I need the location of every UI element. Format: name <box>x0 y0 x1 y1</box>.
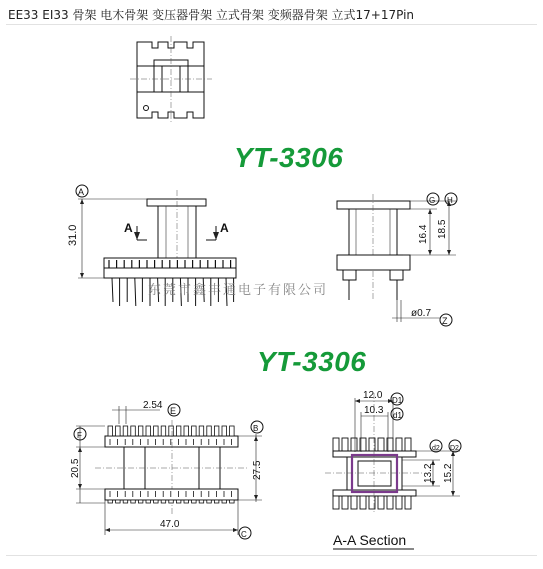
dim-27-5: 27.5 <box>252 460 263 480</box>
dim-12: 12.0 <box>363 390 383 401</box>
section-tooth <box>360 496 366 509</box>
section-tooth <box>351 438 357 451</box>
circle-f: F <box>77 431 82 440</box>
dim-20-5: 20.5 <box>70 458 81 478</box>
model-number-top: YT-3306 <box>234 142 344 173</box>
flange-tooth <box>222 500 227 503</box>
flange-tooth <box>169 500 174 503</box>
circle-d1-upper: D1 <box>392 396 403 405</box>
top-view <box>130 36 212 124</box>
flange-tooth <box>131 500 136 503</box>
dim-15-2: 15.2 <box>443 463 454 483</box>
flange-tooth <box>108 426 113 436</box>
section-tooth <box>387 496 393 509</box>
flange-tooth <box>199 500 204 503</box>
circle-d1-lower: d1 <box>393 411 402 420</box>
flange-tooth <box>222 426 227 436</box>
flange-tooth <box>207 500 212 503</box>
section-tooth <box>333 496 339 509</box>
circle-d2-upper: D2 <box>450 445 459 452</box>
flange-tooth <box>176 426 181 436</box>
section-tooth <box>396 496 402 509</box>
flange-tooth <box>146 426 151 436</box>
flange-tooth <box>154 426 159 436</box>
circle-h: H <box>447 196 453 205</box>
dim-13-2: 13.2 <box>423 463 434 483</box>
page-title: EE33 EI33 骨架 电木骨架 变压器骨架 立式骨架 变频器骨架 立式17+17Pin <box>8 8 415 22</box>
section-tooth <box>378 438 384 451</box>
dim-16-4: 16.4 <box>418 224 429 244</box>
flange-tooth <box>184 500 189 503</box>
section-tooth <box>405 438 411 451</box>
section-tooth <box>333 438 339 451</box>
circle-c: C <box>241 530 247 539</box>
flange-tooth <box>207 426 212 436</box>
section-tooth <box>405 496 411 509</box>
pin <box>135 278 136 306</box>
dim-31: 31.0 <box>67 224 79 246</box>
bottom-view <box>70 400 263 539</box>
circle-z: Z <box>442 316 448 326</box>
watermark-text: 东莞市鑫丰通电子有限公司 <box>148 283 329 298</box>
dim-18-5: 18.5 <box>437 219 448 239</box>
flange-tooth <box>199 426 204 436</box>
flange-tooth <box>184 426 189 436</box>
flange-tooth <box>138 426 143 436</box>
aa-section <box>325 390 461 549</box>
flange-tooth <box>161 500 166 503</box>
section-tooth <box>378 496 384 509</box>
flange-tooth <box>116 500 121 503</box>
pin <box>112 278 113 302</box>
cut-label-a-left: A <box>124 221 133 235</box>
cut-label-a-right: A <box>220 221 229 235</box>
dim-47: 47.0 <box>160 519 180 530</box>
flange-tooth <box>123 500 128 503</box>
section-tooth <box>396 438 402 451</box>
circle-a: A <box>78 187 85 197</box>
circle-e: E <box>170 406 177 416</box>
flange-tooth <box>169 426 174 436</box>
flange-tooth <box>230 500 235 503</box>
circle-g: G <box>429 196 436 205</box>
flange-tooth <box>116 426 121 436</box>
section-label: A-A Section <box>333 532 407 548</box>
circle-d2-lower: d2 <box>432 445 440 452</box>
flange-tooth <box>138 500 143 503</box>
flange-tooth <box>214 500 219 503</box>
flange-tooth <box>131 426 136 436</box>
flange-tooth <box>230 426 235 436</box>
section-tooth <box>351 496 357 509</box>
flange-tooth <box>123 426 128 436</box>
model-number-bottom: YT-3306 <box>257 346 367 377</box>
dim-pin-diameter: ø0.7 <box>411 308 432 319</box>
dim-10-3: 10.3 <box>364 405 384 416</box>
circle-b: B <box>253 424 259 433</box>
flange-tooth <box>154 500 159 503</box>
flange-tooth <box>192 500 197 503</box>
section-tooth <box>342 438 348 451</box>
flange-tooth <box>108 500 113 503</box>
section-tooth <box>342 496 348 509</box>
flange-tooth <box>176 500 181 503</box>
flange-tooth <box>161 426 166 436</box>
flange-tooth <box>214 426 219 436</box>
flange-tooth <box>146 500 151 503</box>
dim-pitch: 2.54 <box>143 400 163 411</box>
side-view <box>337 193 457 326</box>
flange-tooth <box>192 426 197 436</box>
